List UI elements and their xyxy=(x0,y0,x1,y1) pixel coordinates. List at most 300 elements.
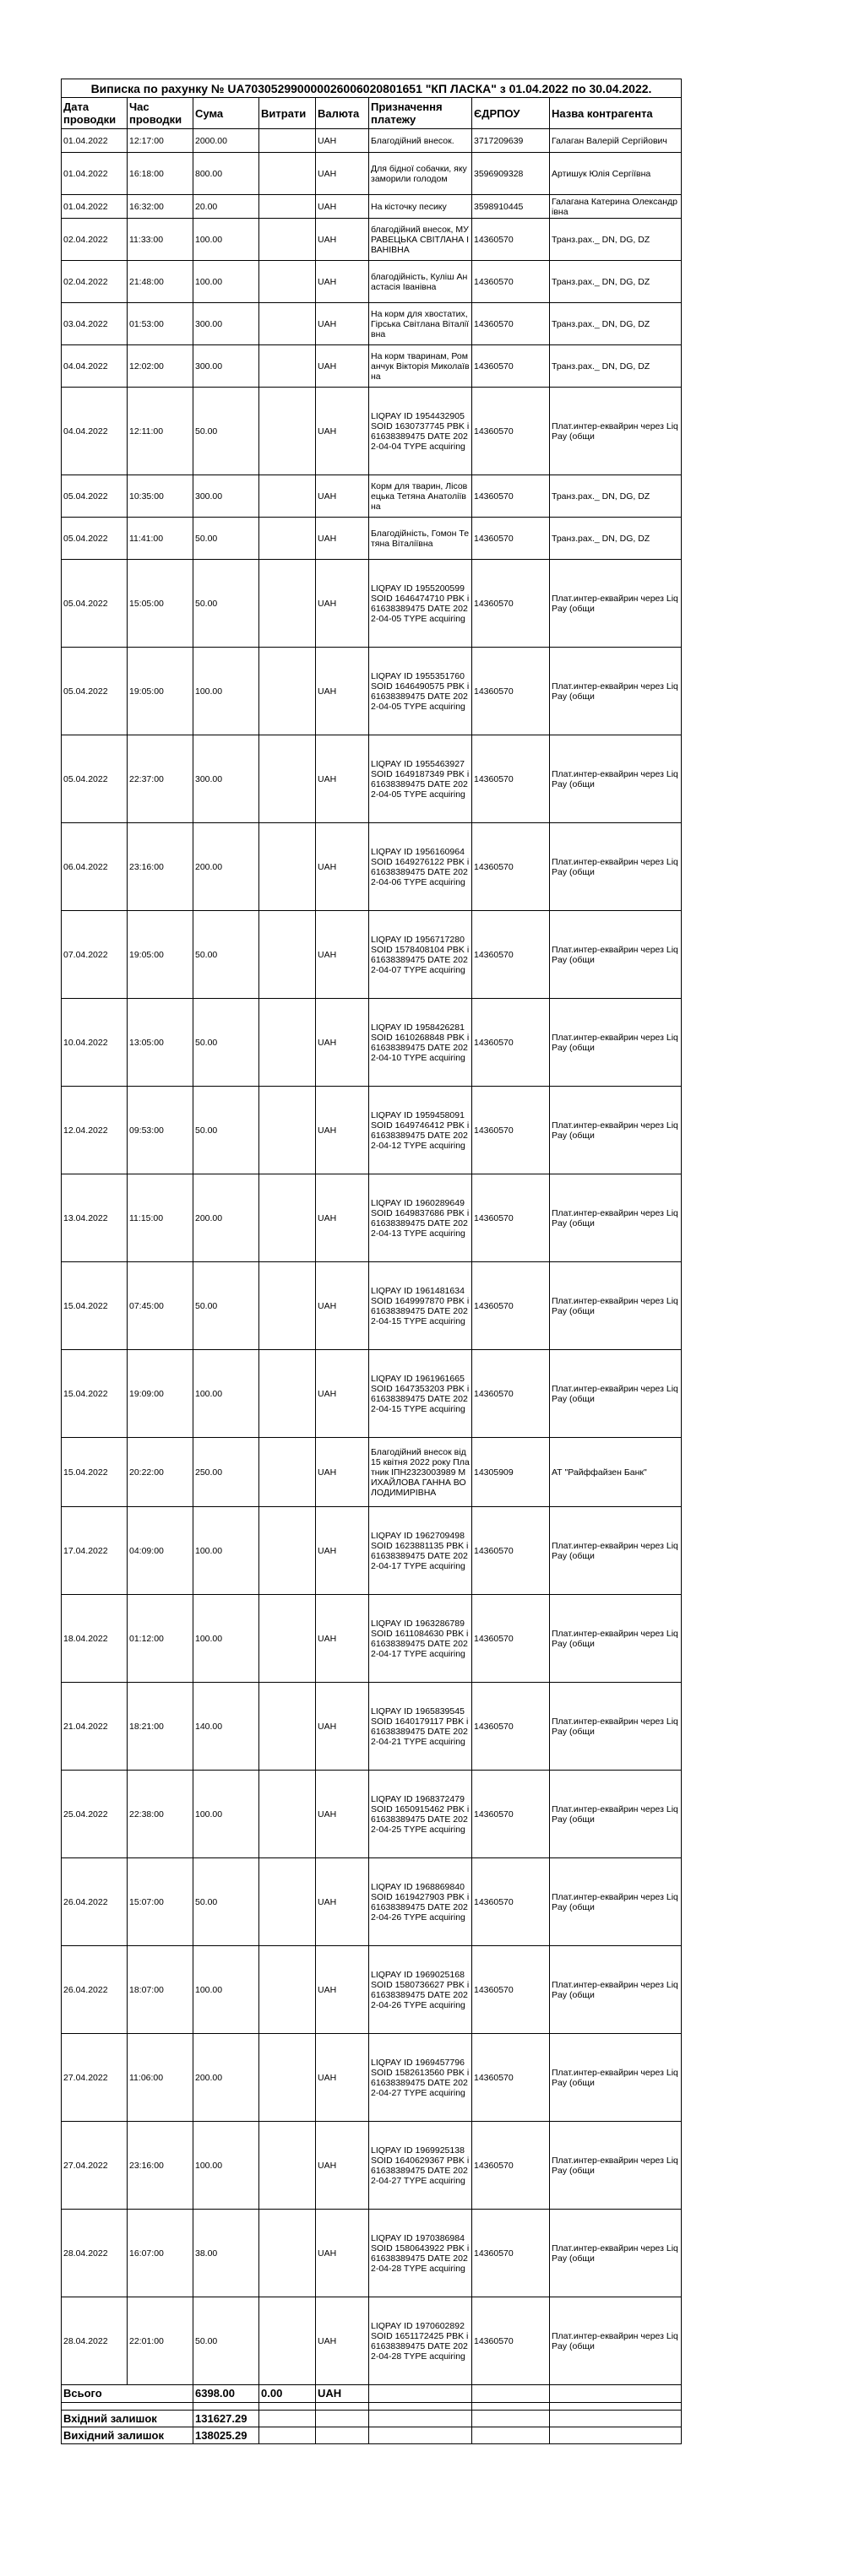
expense-cell xyxy=(259,560,316,648)
time-cell: 09:53:00 xyxy=(128,1087,193,1174)
counterparty-cell: АТ "Райффайзен Банк" xyxy=(550,1438,682,1507)
currency-cell: UAH xyxy=(316,1771,369,1858)
closing-balance-row xyxy=(62,2427,682,2444)
date-cell: 18.04.2022 xyxy=(62,1595,128,1683)
opening-balance-label: Вхідний залишок xyxy=(62,2411,193,2427)
time-cell: 21:48:00 xyxy=(128,261,193,303)
table-row xyxy=(62,823,682,911)
expense-cell xyxy=(259,261,316,303)
amount-cell: 100.00 xyxy=(193,1595,259,1683)
column-header-currency: Валюта xyxy=(316,98,369,129)
expense-cell xyxy=(259,129,316,153)
table-row xyxy=(62,1858,682,1946)
purpose-cell: LIQPAY ID 1955200599 SOID 1646474710 PBK i61638389475 DATE 2022-04-05 TYPE acquiring xyxy=(369,560,472,648)
edrpou-cell: 14360570 xyxy=(472,2122,550,2210)
date-cell: 26.04.2022 xyxy=(62,1858,128,1946)
currency-cell: UAH xyxy=(316,1174,369,1262)
time-cell: 15:05:00 xyxy=(128,560,193,648)
table-row xyxy=(62,2122,682,2210)
counterparty-cell: Транз.рах._ DN, DG, DZ xyxy=(550,219,682,261)
date-cell: 15.04.2022 xyxy=(62,1438,128,1507)
counterparty-cell: Транз.рах._ DN, DG, DZ xyxy=(550,475,682,518)
purpose-cell: LIQPAY ID 1955351760 SOID 1646490575 PBK i61638389475 DATE 2022-04-05 TYPE acquiring xyxy=(369,648,472,735)
totals-label: Всього xyxy=(62,2385,193,2403)
closing-balance-value: 138025.29 xyxy=(193,2427,259,2444)
currency-cell: UAH xyxy=(316,475,369,518)
currency-cell: UAH xyxy=(316,219,369,261)
amount-cell: 50.00 xyxy=(193,388,259,475)
purpose-cell: LIQPAY ID 1968869840 SOID 1619427903 PBK i61638389475 DATE 2022-04-26 TYPE acquiring xyxy=(369,1858,472,1946)
expense-cell xyxy=(259,1438,316,1507)
table-row xyxy=(62,219,682,261)
edrpou-cell: 14360570 xyxy=(472,2210,550,2297)
edrpou-cell: 14360570 xyxy=(472,648,550,735)
currency-cell: UAH xyxy=(316,1858,369,1946)
counterparty-cell: Транз.рах._ DN, DG, DZ xyxy=(550,345,682,388)
amount-cell: 300.00 xyxy=(193,303,259,345)
edrpou-cell: 14360570 xyxy=(472,261,550,303)
table-row xyxy=(62,195,682,219)
purpose-cell: Благодійність, Гомон Тетяна Віталіївна xyxy=(369,518,472,560)
edrpou-cell: 14360570 xyxy=(472,1087,550,1174)
edrpou-cell: 14360570 xyxy=(472,475,550,518)
counterparty-cell: Плат.интер-еквайрин через LiqPay (общи xyxy=(550,560,682,648)
date-cell: 15.04.2022 xyxy=(62,1262,128,1350)
purpose-cell: LIQPAY ID 1969457796 SOID 1582613560 PBK i61638389475 DATE 2022-04-27 TYPE acquiring xyxy=(369,2034,472,2122)
table-row xyxy=(62,388,682,475)
amount-cell: 2000.00 xyxy=(193,129,259,153)
date-cell: 27.04.2022 xyxy=(62,2034,128,2122)
expense-cell xyxy=(259,153,316,195)
expense-cell xyxy=(259,1087,316,1174)
column-header-edrpou: ЄДРПОУ xyxy=(472,98,550,129)
counterparty-cell: Транз.рах._ DN, DG, DZ xyxy=(550,303,682,345)
edrpou-cell: 14360570 xyxy=(472,388,550,475)
date-cell: 01.04.2022 xyxy=(62,153,128,195)
currency-cell: UAH xyxy=(316,735,369,823)
table-row xyxy=(62,153,682,195)
time-cell: 11:33:00 xyxy=(128,219,193,261)
edrpou-cell: 14360570 xyxy=(472,1507,550,1595)
table-row xyxy=(62,261,682,303)
currency-cell: UAH xyxy=(316,518,369,560)
purpose-cell: LIQPAY ID 1962709498 SOID 1623881135 PBK i61638389475 DATE 2022-04-17 TYPE acquiring xyxy=(369,1507,472,1595)
edrpou-cell: 14360570 xyxy=(472,303,550,345)
expense-cell xyxy=(259,2210,316,2297)
amount-cell: 300.00 xyxy=(193,345,259,388)
purpose-cell: Благодійний внесок. xyxy=(369,129,472,153)
edrpou-cell: 14360570 xyxy=(472,1771,550,1858)
expense-cell xyxy=(259,1683,316,1771)
currency-cell: UAH xyxy=(316,1507,369,1595)
amount-cell: 200.00 xyxy=(193,2034,259,2122)
purpose-cell: LIQPAY ID 1961481634 SOID 1649997870 PBK i61638389475 DATE 2022-04-15 TYPE acquiring xyxy=(369,1262,472,1350)
date-cell: 05.04.2022 xyxy=(62,560,128,648)
time-cell: 13:05:00 xyxy=(128,999,193,1087)
table-row xyxy=(62,2034,682,2122)
amount-cell: 50.00 xyxy=(193,911,259,999)
amount-cell: 20.00 xyxy=(193,195,259,219)
amount-cell: 50.00 xyxy=(193,2297,259,2385)
amount-cell: 100.00 xyxy=(193,219,259,261)
counterparty-cell: Плат.интер-еквайрин через LiqPay (общи xyxy=(550,1858,682,1946)
time-cell: 15:07:00 xyxy=(128,1858,193,1946)
table-row xyxy=(62,911,682,999)
amount-cell: 100.00 xyxy=(193,261,259,303)
edrpou-cell: 14360570 xyxy=(472,1946,550,2034)
table-row xyxy=(62,1174,682,1262)
amount-cell: 50.00 xyxy=(193,518,259,560)
spacer-row xyxy=(62,2403,682,2411)
table-row xyxy=(62,648,682,735)
edrpou-cell: 14360570 xyxy=(472,1858,550,1946)
amount-cell: 100.00 xyxy=(193,1350,259,1438)
counterparty-cell: Плат.интер-еквайрин через LiqPay (общи xyxy=(550,1350,682,1438)
purpose-cell: LIQPAY ID 1965839545 SOID 1640179117 PBK i61638389475 DATE 2022-04-21 TYPE acquiring xyxy=(369,1683,472,1771)
expense-cell xyxy=(259,1946,316,2034)
expense-cell xyxy=(259,2034,316,2122)
counterparty-cell: Плат.интер-еквайрин через LiqPay (общи xyxy=(550,2210,682,2297)
edrpou-cell: 14360570 xyxy=(472,2034,550,2122)
date-cell: 05.04.2022 xyxy=(62,648,128,735)
edrpou-cell: 14360570 xyxy=(472,219,550,261)
counterparty-cell: Артишук Юлія Сергіївна xyxy=(550,153,682,195)
date-cell: 07.04.2022 xyxy=(62,911,128,999)
date-cell: 26.04.2022 xyxy=(62,1946,128,2034)
purpose-cell: LIQPAY ID 1961961665 SOID 1647353203 PBK i61638389475 DATE 2022-04-15 TYPE acquiring xyxy=(369,1350,472,1438)
expense-cell xyxy=(259,303,316,345)
time-cell: 19:09:00 xyxy=(128,1350,193,1438)
edrpou-cell: 14360570 xyxy=(472,1683,550,1771)
purpose-cell: LIQPAY ID 1963286789 SOID 1611084630 PBK i61638389475 DATE 2022-04-17 TYPE acquiring xyxy=(369,1595,472,1683)
time-cell: 22:38:00 xyxy=(128,1771,193,1858)
date-cell: 04.04.2022 xyxy=(62,388,128,475)
date-cell: 13.04.2022 xyxy=(62,1174,128,1262)
counterparty-cell: Плат.интер-еквайрин через LiqPay (общи xyxy=(550,2034,682,2122)
counterparty-cell: Плат.интер-еквайрин через LiqPay (общи xyxy=(550,735,682,823)
table-row xyxy=(62,2297,682,2385)
table-row xyxy=(62,1595,682,1683)
counterparty-cell: Транз.рах._ DN, DG, DZ xyxy=(550,518,682,560)
table-row xyxy=(62,1087,682,1174)
purpose-cell: LIQPAY ID 1960289649 SOID 1649837686 PBK i61638389475 DATE 2022-04-13 TYPE acquiring xyxy=(369,1174,472,1262)
expense-cell xyxy=(259,1771,316,1858)
counterparty-cell: Галаганa Катерина Олександрівна xyxy=(550,195,682,219)
time-cell: 16:18:00 xyxy=(128,153,193,195)
date-cell: 10.04.2022 xyxy=(62,999,128,1087)
time-cell: 12:02:00 xyxy=(128,345,193,388)
amount-cell: 300.00 xyxy=(193,735,259,823)
time-cell: 04:09:00 xyxy=(128,1507,193,1595)
edrpou-cell: 3717209639 xyxy=(472,129,550,153)
edrpou-cell: 14360570 xyxy=(472,1350,550,1438)
date-cell: 25.04.2022 xyxy=(62,1771,128,1858)
counterparty-cell: Транз.рах._ DN, DG, DZ xyxy=(550,261,682,303)
purpose-cell: Для бідної собачки, яку заморили голодом xyxy=(369,153,472,195)
currency-cell: UAH xyxy=(316,2122,369,2210)
edrpou-cell: 14360570 xyxy=(472,735,550,823)
amount-cell: 50.00 xyxy=(193,560,259,648)
table-row xyxy=(62,2210,682,2297)
table-row xyxy=(62,1683,682,1771)
date-cell: 05.04.2022 xyxy=(62,475,128,518)
edrpou-cell: 14360570 xyxy=(472,911,550,999)
date-cell: 04.04.2022 xyxy=(62,345,128,388)
edrpou-cell: 3596909328 xyxy=(472,153,550,195)
counterparty-cell: Плат.интер-еквайрин через LiqPay (общи xyxy=(550,2122,682,2210)
counterparty-cell: Плат.интер-еквайрин через LiqPay (общи xyxy=(550,1087,682,1174)
totals-amount: 6398.00 xyxy=(193,2385,259,2403)
amount-cell: 50.00 xyxy=(193,1858,259,1946)
totals-expense: 0.00 xyxy=(259,2385,316,2403)
amount-cell: 50.00 xyxy=(193,999,259,1087)
counterparty-cell: Плат.интер-еквайрин через LiqPay (общи xyxy=(550,1771,682,1858)
opening-balance-value: 131627.29 xyxy=(193,2411,259,2427)
edrpou-cell: 14360570 xyxy=(472,1174,550,1262)
amount-cell: 100.00 xyxy=(193,1946,259,2034)
column-header-purpose: Призначення платежу xyxy=(369,98,472,129)
edrpou-cell: 14360570 xyxy=(472,345,550,388)
time-cell: 11:06:00 xyxy=(128,2034,193,2122)
edrpou-cell: 14360570 xyxy=(472,823,550,911)
amount-cell: 100.00 xyxy=(193,1507,259,1595)
counterparty-cell: Плат.интер-еквайрин через LiqPay (общи xyxy=(550,388,682,475)
currency-cell: UAH xyxy=(316,345,369,388)
expense-cell xyxy=(259,1507,316,1595)
table-row xyxy=(62,475,682,518)
totals-empty-cell xyxy=(550,2385,682,2403)
currency-cell: UAH xyxy=(316,195,369,219)
statement-table xyxy=(61,79,682,2444)
expense-cell xyxy=(259,219,316,261)
expense-cell xyxy=(259,1350,316,1438)
time-cell: 20:22:00 xyxy=(128,1438,193,1507)
expense-cell xyxy=(259,475,316,518)
expense-cell xyxy=(259,195,316,219)
date-cell: 03.04.2022 xyxy=(62,303,128,345)
purpose-cell: Благодійний внесок від 15 квітня 2022 року Платник ІПН2323003989 МИХАЙЛОВА ГАННА ВОЛОДИМИРІВНА xyxy=(369,1438,472,1507)
time-cell: 12:11:00 xyxy=(128,388,193,475)
time-cell: 16:32:00 xyxy=(128,195,193,219)
edrpou-cell: 14360570 xyxy=(472,1595,550,1683)
expense-cell xyxy=(259,823,316,911)
currency-cell: UAH xyxy=(316,1087,369,1174)
amount-cell: 38.00 xyxy=(193,2210,259,2297)
currency-cell: UAH xyxy=(316,911,369,999)
table-row xyxy=(62,735,682,823)
column-header-counterparty: Назва контрагента xyxy=(550,98,682,129)
column-header-date: Дата проводки xyxy=(62,98,128,129)
purpose-cell: LIQPAY ID 1969925138 SOID 1640629367 PBK i61638389475 DATE 2022-04-27 TYPE acquiring xyxy=(369,2122,472,2210)
currency-cell: UAH xyxy=(316,129,369,153)
purpose-cell: LIQPAY ID 1955463927 SOID 1649187349 PBK i61638389475 DATE 2022-04-05 TYPE acquiring xyxy=(369,735,472,823)
purpose-cell: LIQPAY ID 1959458091 SOID 1649746412 PBK i61638389475 DATE 2022-04-12 TYPE acquiring xyxy=(369,1087,472,1174)
time-cell: 11:15:00 xyxy=(128,1174,193,1262)
amount-cell: 200.00 xyxy=(193,1174,259,1262)
expense-cell xyxy=(259,648,316,735)
purpose-cell: LIQPAY ID 1970386984 SOID 1580643922 PBK i61638389475 DATE 2022-04-28 TYPE acquiring xyxy=(369,2210,472,2297)
time-cell: 11:41:00 xyxy=(128,518,193,560)
purpose-cell: Корм для тварин, Лісовецька Тетяна Анатоліївна xyxy=(369,475,472,518)
date-cell: 01.04.2022 xyxy=(62,129,128,153)
expense-cell xyxy=(259,2297,316,2385)
purpose-cell: На корм для хвостатих, Гірська Світлана Віталіївна xyxy=(369,303,472,345)
time-cell: 01:53:00 xyxy=(128,303,193,345)
purpose-cell: LIQPAY ID 1956717280 SOID 1578408104 PBK i61638389475 DATE 2022-04-07 TYPE acquiring xyxy=(369,911,472,999)
currency-cell: UAH xyxy=(316,999,369,1087)
table-row xyxy=(62,345,682,388)
table-row xyxy=(62,303,682,345)
currency-cell: UAH xyxy=(316,2034,369,2122)
totals-row xyxy=(62,2385,682,2403)
expense-cell xyxy=(259,1858,316,1946)
counterparty-cell: Плат.интер-еквайрин через LiqPay (общи xyxy=(550,1683,682,1771)
currency-cell: UAH xyxy=(316,2210,369,2297)
column-header-amount: Сума xyxy=(193,98,259,129)
amount-cell: 50.00 xyxy=(193,1087,259,1174)
date-cell: 01.04.2022 xyxy=(62,195,128,219)
expense-cell xyxy=(259,999,316,1087)
counterparty-cell: Плат.интер-еквайрин через LiqPay (общи xyxy=(550,1174,682,1262)
counterparty-cell: Плат.интер-еквайрин через LiqPay (общи xyxy=(550,1262,682,1350)
edrpou-cell: 14360570 xyxy=(472,560,550,648)
purpose-cell: LIQPAY ID 1970602892 SOID 1651172425 PBK i61638389475 DATE 2022-04-28 TYPE acquiring xyxy=(369,2297,472,2385)
header-row xyxy=(62,98,682,129)
purpose-cell: LIQPAY ID 1969025168 SOID 1580736627 PBK i61638389475 DATE 2022-04-26 TYPE acquiring xyxy=(369,1946,472,2034)
counterparty-cell: Плат.интер-еквайрин через LiqPay (общи xyxy=(550,1595,682,1683)
currency-cell: UAH xyxy=(316,648,369,735)
table-row xyxy=(62,1262,682,1350)
table-row xyxy=(62,1946,682,2034)
time-cell: 18:21:00 xyxy=(128,1683,193,1771)
transaction-rows xyxy=(62,129,682,2385)
table-row xyxy=(62,560,682,648)
edrpou-cell: 3598910445 xyxy=(472,195,550,219)
amount-cell: 300.00 xyxy=(193,475,259,518)
expense-cell xyxy=(259,735,316,823)
expense-cell xyxy=(259,388,316,475)
table-row xyxy=(62,1771,682,1858)
closing-balance-label: Вихідний залишок xyxy=(62,2427,193,2444)
date-cell: 28.04.2022 xyxy=(62,2210,128,2297)
purpose-cell: На кісточку песику xyxy=(369,195,472,219)
amount-cell: 100.00 xyxy=(193,2122,259,2210)
amount-cell: 200.00 xyxy=(193,823,259,911)
expense-cell xyxy=(259,1595,316,1683)
time-cell: 16:07:00 xyxy=(128,2210,193,2297)
time-cell: 19:05:00 xyxy=(128,911,193,999)
date-cell: 05.04.2022 xyxy=(62,735,128,823)
counterparty-cell: Плат.интер-еквайрин через LiqPay (общи xyxy=(550,823,682,911)
currency-cell: UAH xyxy=(316,388,369,475)
time-cell: 19:05:00 xyxy=(128,648,193,735)
purpose-cell: На корм тваринам, Романчук Вікторія Миколаївна xyxy=(369,345,472,388)
expense-cell xyxy=(259,1262,316,1350)
currency-cell: UAH xyxy=(316,560,369,648)
date-cell: 15.04.2022 xyxy=(62,1350,128,1438)
currency-cell: UAH xyxy=(316,153,369,195)
time-cell: 23:16:00 xyxy=(128,2122,193,2210)
counterparty-cell: Галаган Валерій Сергійович xyxy=(550,129,682,153)
currency-cell: UAH xyxy=(316,1595,369,1683)
expense-cell xyxy=(259,2122,316,2210)
expense-cell xyxy=(259,911,316,999)
currency-cell: UAH xyxy=(316,1438,369,1507)
date-cell: 17.04.2022 xyxy=(62,1507,128,1595)
purpose-cell: LIQPAY ID 1958426281 SOID 1610268848 PBK i61638389475 DATE 2022-04-10 TYPE acquiring xyxy=(369,999,472,1087)
totals-empty-cell xyxy=(472,2385,550,2403)
date-cell: 06.04.2022 xyxy=(62,823,128,911)
expense-cell xyxy=(259,345,316,388)
currency-cell: UAH xyxy=(316,303,369,345)
table-row xyxy=(62,518,682,560)
currency-cell: UAH xyxy=(316,1262,369,1350)
table-row xyxy=(62,1350,682,1438)
counterparty-cell: Плат.интер-еквайрин через LiqPay (общи xyxy=(550,1946,682,2034)
opening-balance-row xyxy=(62,2411,682,2427)
purpose-cell: LIQPAY ID 1954432905 SOID 1630737745 PBK i61638389475 DATE 2022-04-04 TYPE acquiring xyxy=(369,388,472,475)
date-cell: 02.04.2022 xyxy=(62,219,128,261)
amount-cell: 50.00 xyxy=(193,1262,259,1350)
time-cell: 12:17:00 xyxy=(128,129,193,153)
time-cell: 22:01:00 xyxy=(128,2297,193,2385)
amount-cell: 250.00 xyxy=(193,1438,259,1507)
date-cell: 28.04.2022 xyxy=(62,2297,128,2385)
table-row xyxy=(62,1438,682,1507)
counterparty-cell: Плат.интер-еквайрин через LiqPay (общи xyxy=(550,999,682,1087)
counterparty-cell: Плат.интер-еквайрин через LiqPay (общи xyxy=(550,1507,682,1595)
currency-cell: UAH xyxy=(316,2297,369,2385)
column-header-expense: Витрати xyxy=(259,98,316,129)
edrpou-cell: 14360570 xyxy=(472,1262,550,1350)
purpose-cell: LIQPAY ID 1956160964 SOID 1649276122 PBK i61638389475 DATE 2022-04-06 TYPE acquiring xyxy=(369,823,472,911)
date-cell: 21.04.2022 xyxy=(62,1683,128,1771)
time-cell: 22:37:00 xyxy=(128,735,193,823)
time-cell: 07:45:00 xyxy=(128,1262,193,1350)
amount-cell: 140.00 xyxy=(193,1683,259,1771)
currency-cell: UAH xyxy=(316,261,369,303)
time-cell: 10:35:00 xyxy=(128,475,193,518)
column-header-time: Час проводки xyxy=(128,98,193,129)
table-row xyxy=(62,999,682,1087)
purpose-cell: благодійний внесок, МУРАВЕЦЬКА СВІТЛАНА ІВАНІВНА xyxy=(369,219,472,261)
purpose-cell: благодійність, Куліш Анастасія Іванівна xyxy=(369,261,472,303)
time-cell: 01:12:00 xyxy=(128,1595,193,1683)
currency-cell: UAH xyxy=(316,1946,369,2034)
statement-sheet xyxy=(61,79,681,2444)
date-cell: 12.04.2022 xyxy=(62,1087,128,1174)
edrpou-cell: 14360570 xyxy=(472,2297,550,2385)
counterparty-cell: Плат.интер-еквайрин через LiqPay (общи xyxy=(550,648,682,735)
counterparty-cell: Плат.интер-еквайрин через LiqPay (общи xyxy=(550,2297,682,2385)
amount-cell: 100.00 xyxy=(193,648,259,735)
totals-currency: UAH xyxy=(316,2385,369,2403)
statement-title: Виписка по рахунку № UA703052990000026006020801651 "КП ЛАСКА" з 01.04.2022 по 30.04.2022. xyxy=(62,79,682,98)
date-cell: 02.04.2022 xyxy=(62,261,128,303)
time-cell: 18:07:00 xyxy=(128,1946,193,2034)
edrpou-cell: 14305909 xyxy=(472,1438,550,1507)
table-row xyxy=(62,129,682,153)
expense-cell xyxy=(259,518,316,560)
table-row xyxy=(62,1507,682,1595)
date-cell: 05.04.2022 xyxy=(62,518,128,560)
currency-cell: UAH xyxy=(316,1683,369,1771)
date-cell: 27.04.2022 xyxy=(62,2122,128,2210)
counterparty-cell: Плат.интер-еквайрин через LiqPay (общи xyxy=(550,911,682,999)
purpose-cell: LIQPAY ID 1968372479 SOID 1650915462 PBK i61638389475 DATE 2022-04-25 TYPE acquiring xyxy=(369,1771,472,1858)
currency-cell: UAH xyxy=(316,823,369,911)
amount-cell: 100.00 xyxy=(193,1771,259,1858)
